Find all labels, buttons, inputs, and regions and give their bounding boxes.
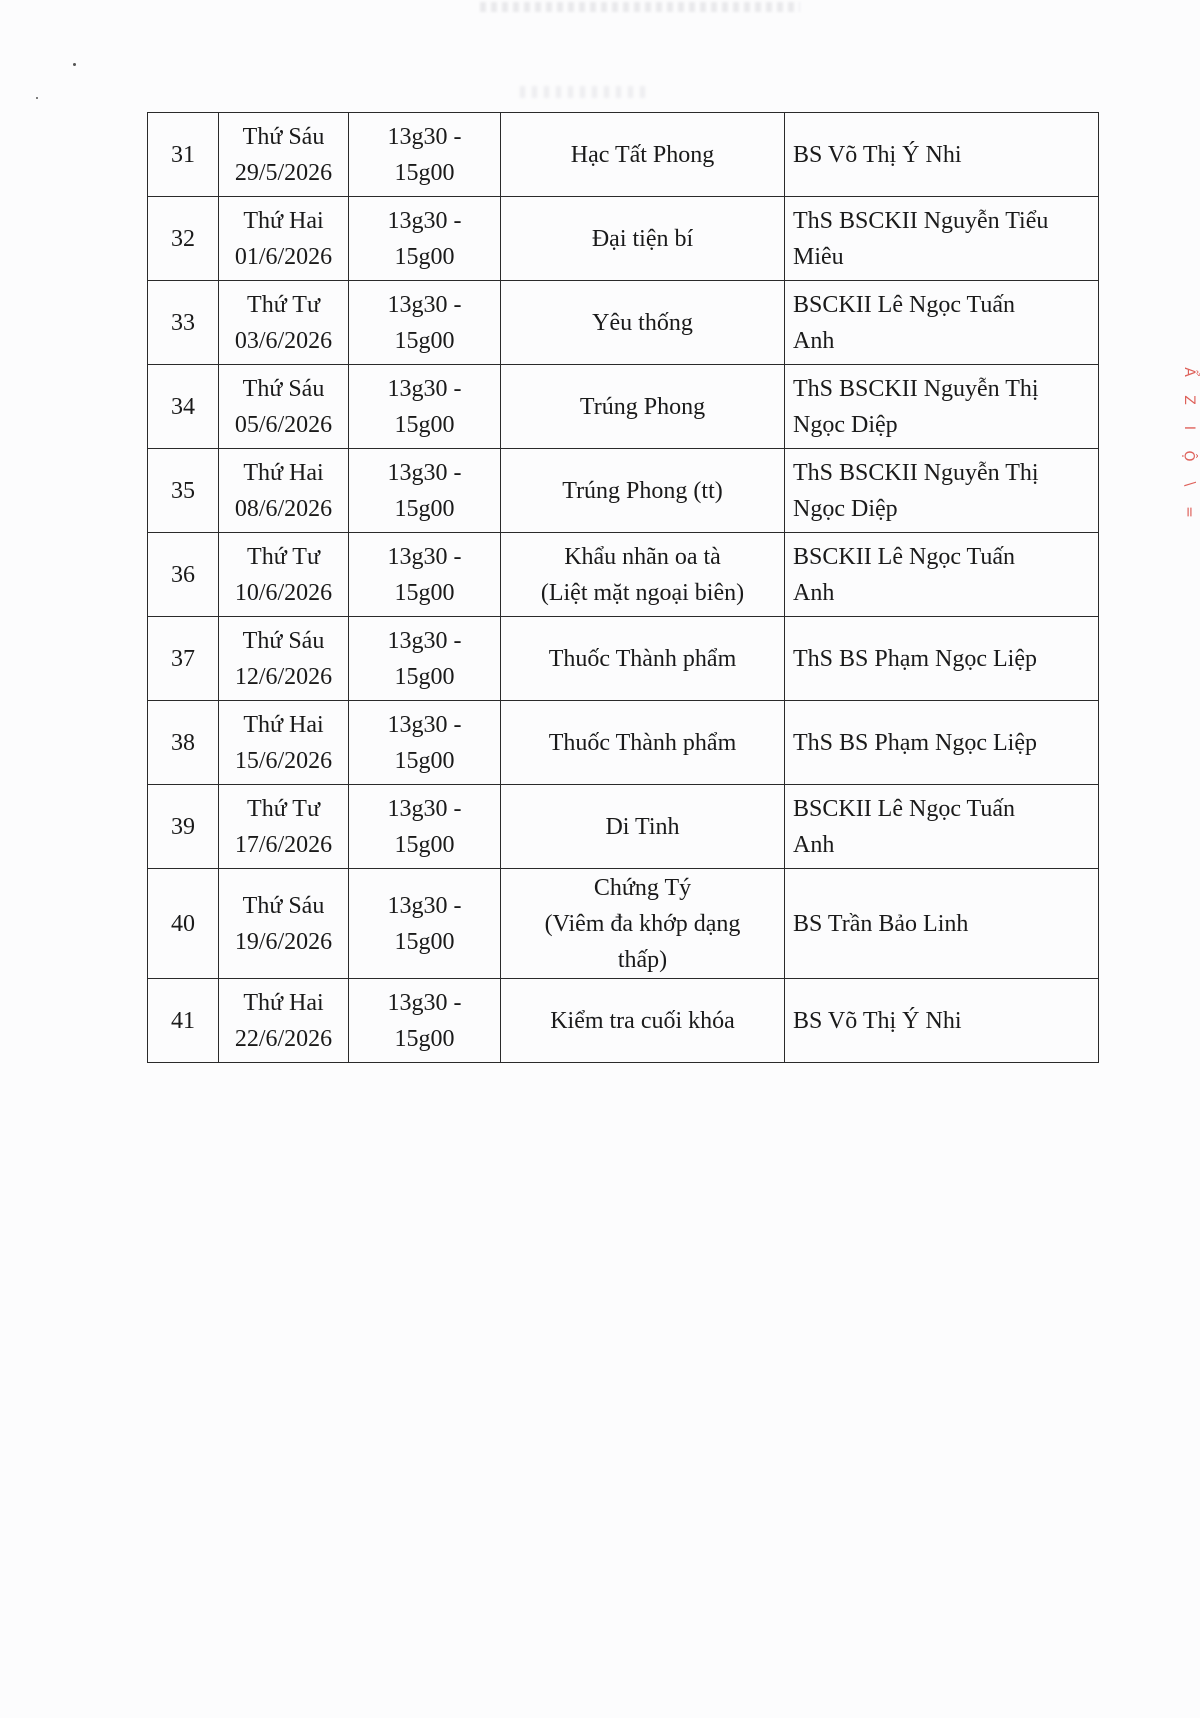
lecturer-line: Anh [793,831,835,858]
session-number-cell [148,617,219,701]
session-date-cell [219,785,349,869]
session-number-cell [148,449,219,533]
red-stamp-fragment [1178,365,1200,575]
session-number: 41 [171,1007,195,1034]
date-label: 12/6/2026 [234,663,333,690]
lecturer-cell [785,197,1099,281]
session-date-cell [219,449,349,533]
weekday-label: Thứ Hai [243,207,324,234]
lecturer-cell [785,449,1099,533]
lecturer-cell [785,281,1099,365]
topic-line: (Viêm đa khớp dạng [544,910,741,937]
topic-line: thấp) [617,946,668,973]
lecturer-line: BSCKII Lê Ngọc Tuấn [793,291,1016,318]
table-row [148,869,1099,979]
topic-line: Di Tinh [605,813,680,840]
time-start: 13g30 - [387,123,462,150]
topic-cell [501,979,785,1063]
time-start: 13g30 - [387,627,462,654]
table-row [148,197,1099,281]
topic-cell [501,533,785,617]
lecturer-cell [785,701,1099,785]
lecturer-cell [785,979,1099,1063]
date-label: 15/6/2026 [234,747,333,774]
stamp-glyph: Ẩ [1180,367,1197,377]
time-start: 13g30 - [387,459,462,486]
time-end: 15g00 [394,327,455,354]
weekday-label: Thứ Tư [247,795,320,822]
schedule-table [147,112,1099,1063]
time-end: 15g00 [394,579,455,606]
date-label: 19/6/2026 [234,928,333,955]
topic-cell [501,869,785,979]
lecturer-cell [785,113,1099,197]
lecturer-cell [785,617,1099,701]
table-row [148,785,1099,869]
lecturer-line: ThS BS Phạm Ngọc Liệp [793,645,1037,672]
session-number-cell [148,533,219,617]
topic-cell [501,197,785,281]
session-date-cell [219,701,349,785]
session-number-cell [148,701,219,785]
topic-cell [501,701,785,785]
lecturer-line: BS Võ Thị Ý Nhi [793,141,962,168]
weekday-label: Thứ Hai [243,711,324,738]
time-start: 13g30 - [387,711,462,738]
table-row [148,449,1099,533]
session-number: 40 [171,910,195,937]
date-label: 01/6/2026 [234,243,333,270]
session-time-cell [349,617,501,701]
session-number-cell [148,869,219,979]
date-label: 10/6/2026 [234,579,333,606]
session-time-cell [349,533,501,617]
session-time-cell [349,197,501,281]
table-row [148,701,1099,785]
table-row [148,533,1099,617]
stamp-glyph: \ [1181,481,1197,487]
session-number: 38 [171,729,195,756]
session-time-cell [349,113,501,197]
topic-cell [501,281,785,365]
session-time-cell [349,365,501,449]
session-number-cell [148,785,219,869]
topic-line: Thuốc Thành phẩm [548,645,737,672]
weekday-label: Thứ Sáu [242,375,325,402]
time-start: 13g30 - [387,892,462,919]
lecturer-line: Ngọc Diệp [793,411,898,438]
lecturer-line: ThS BSCKII Nguyễn Thị [793,459,1039,486]
session-number: 35 [171,477,195,504]
session-date-cell [219,617,349,701]
topic-cell [501,113,785,197]
topic-line: Thuốc Thành phẩm [548,729,737,756]
table-row [148,365,1099,449]
topic-line: (Liệt mặt ngoại biên) [540,579,745,606]
date-label: 17/6/2026 [234,831,333,858]
time-end: 15g00 [394,747,455,774]
stamp-glyph: I [1180,425,1197,431]
time-start: 13g30 - [387,795,462,822]
lecturer-line: BS Trần Bảo Linh [793,910,969,937]
session-time-cell [349,701,501,785]
lecturer-cell [785,785,1099,869]
topic-line: Khẩu nhãn oa tà [564,543,721,570]
topic-line: Đại tiện bí [591,225,694,252]
time-start: 13g30 - [387,207,462,234]
scan-speck [36,97,38,99]
table-row [148,281,1099,365]
lecturer-cell [785,869,1099,979]
session-number-cell [148,113,219,197]
session-time-cell [349,449,501,533]
session-number-cell [148,197,219,281]
time-end: 15g00 [394,831,455,858]
session-date-cell [219,869,349,979]
session-number-cell [148,365,219,449]
time-end: 15g00 [394,1025,455,1052]
lecturer-line: Ngọc Diệp [793,495,898,522]
lecturer-line: Anh [793,579,835,606]
lecturer-line: ThS BS Phạm Ngọc Liệp [793,729,1037,756]
topic-cell [501,449,785,533]
weekday-label: Thứ Sáu [242,123,325,150]
session-time-cell [349,785,501,869]
topic-line: Trúng Phong [579,393,706,420]
lecturer-line: ThS BSCKII Nguyễn Tiểu [793,207,1049,234]
time-start: 13g30 - [387,375,462,402]
scan-artifact [480,2,800,12]
scan-artifact [520,86,650,98]
session-date-cell [219,533,349,617]
date-label: 05/6/2026 [234,411,333,438]
date-label: 08/6/2026 [234,495,333,522]
session-number: 39 [171,813,195,840]
table-row [148,617,1099,701]
weekday-label: Thứ Sáu [242,892,325,919]
session-date-cell [219,365,349,449]
weekday-label: Thứ Sáu [242,627,325,654]
time-start: 13g30 - [387,543,462,570]
session-number-cell [148,979,219,1063]
topic-line: Kiểm tra cuối khóa [550,1007,735,1034]
session-number: 37 [171,645,195,672]
stamp-glyph: Ộ [1181,450,1197,462]
lecturer-line: ThS BSCKII Nguyễn Thị [793,375,1039,402]
stamp-glyph: = [1180,506,1197,518]
session-number: 33 [171,309,195,336]
weekday-label: Thứ Hai [243,989,324,1016]
time-end: 15g00 [394,243,455,270]
session-date-cell [219,197,349,281]
topic-line: Yêu thống [592,309,693,336]
time-end: 15g00 [394,928,455,955]
stamp-glyph: Z [1181,395,1197,405]
weekday-label: Thứ Tư [247,543,320,570]
lecturer-line: BS Võ Thị Ý Nhi [793,1007,962,1034]
session-date-cell [219,113,349,197]
lecturer-line: BSCKII Lê Ngọc Tuấn [793,543,1016,570]
topic-line: Chứng Tý [593,874,692,901]
time-start: 13g30 - [387,291,462,318]
time-end: 15g00 [394,663,455,690]
lecturer-cell [785,365,1099,449]
table-row [148,113,1099,197]
topic-line: Trúng Phong (tt) [562,477,723,504]
time-end: 15g00 [394,411,455,438]
table-row [148,979,1099,1063]
session-number: 31 [171,141,195,168]
topic-cell [501,365,785,449]
session-time-cell [349,281,501,365]
date-label: 22/6/2026 [234,1025,333,1052]
date-label: 29/5/2026 [234,159,333,186]
session-time-cell [349,869,501,979]
lecturer-line: Miêu [793,243,844,270]
topic-line: Hạc Tất Phong [570,141,715,168]
scan-speck [73,63,76,66]
session-date-cell [219,281,349,365]
weekday-label: Thứ Hai [243,459,324,486]
schedule-table-body [148,113,1099,1063]
session-number: 34 [171,393,195,420]
topic-cell [501,785,785,869]
session-time-cell [349,979,501,1063]
topic-cell [501,617,785,701]
session-number-cell [148,281,219,365]
session-number: 36 [171,561,195,588]
time-start: 13g30 - [387,989,462,1016]
lecturer-cell [785,533,1099,617]
lecturer-line: BSCKII Lê Ngọc Tuấn [793,795,1016,822]
lecturer-line: Anh [793,327,835,354]
weekday-label: Thứ Tư [247,291,320,318]
session-number: 32 [171,225,195,252]
time-end: 15g00 [394,159,455,186]
date-label: 03/6/2026 [234,327,333,354]
session-date-cell [219,979,349,1063]
time-end: 15g00 [394,495,455,522]
